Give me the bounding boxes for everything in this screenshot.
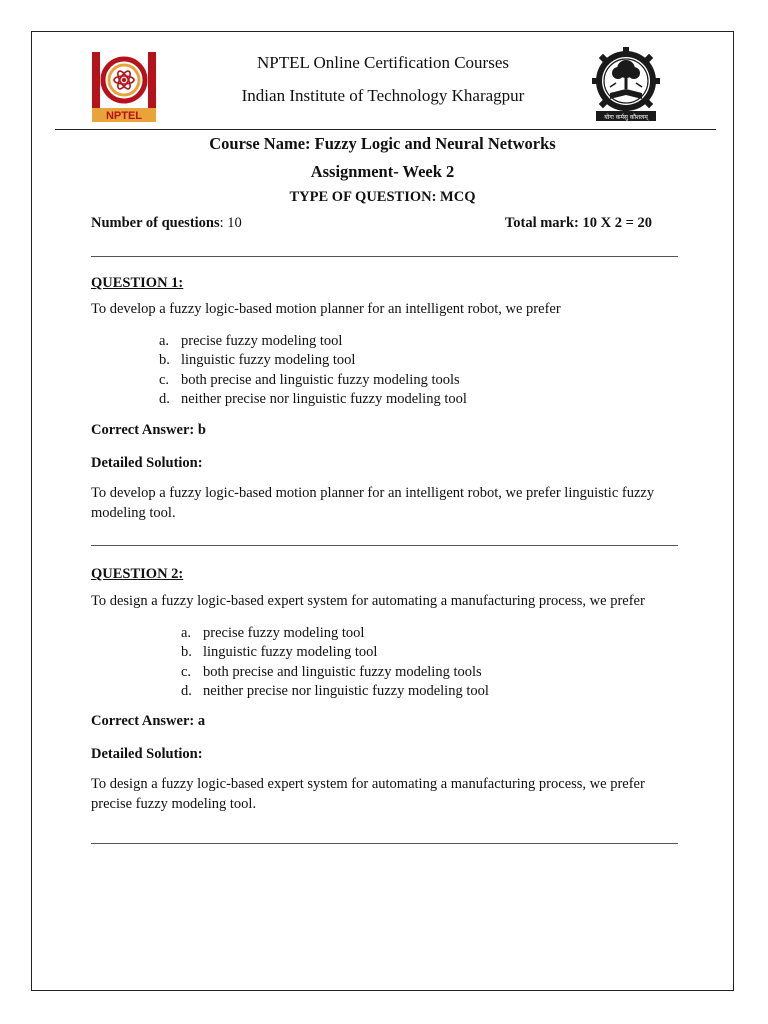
question-heading: QUESTION 1: xyxy=(91,275,184,291)
option-text: precise fuzzy modeling tool xyxy=(181,333,343,349)
option-mark: c. xyxy=(181,663,192,680)
solution-text: To design a fuzzy logic-based expert system for automating a manufacturing process, we prefer precise fuzzy modeling tool. xyxy=(91,776,645,812)
section-divider xyxy=(91,256,678,257)
question-text: To design a fuzzy logic-based expert system for automating a manufacturing process, we prefer xyxy=(91,593,645,609)
option-c xyxy=(159,371,467,390)
option-mark: b. xyxy=(159,352,170,369)
header-divider xyxy=(55,129,716,130)
option-c xyxy=(181,663,489,682)
option-mark: a. xyxy=(159,333,170,349)
total-mark: Total mark: 10 X 2 = 20 xyxy=(504,215,652,231)
correct-answer: Correct Answer: b xyxy=(91,422,206,438)
option-text: linguistic fuzzy modeling tool xyxy=(203,644,378,661)
option-mark: d. xyxy=(159,390,170,407)
option-a xyxy=(159,332,467,351)
option-mark: c. xyxy=(159,371,170,388)
option-text: linguistic fuzzy modeling tool xyxy=(181,352,356,369)
option-mark: d. xyxy=(181,682,192,699)
question-heading: QUESTION 2: xyxy=(91,566,184,582)
question-type: TYPE OF QUESTION: MCQ xyxy=(289,189,476,205)
option-list xyxy=(181,624,489,701)
option-d xyxy=(159,390,467,409)
option-text: neither precise nor linguistic fuzzy modeling tool xyxy=(181,390,467,407)
num-questions-label: Number of questions xyxy=(91,215,220,231)
option-text: both precise and linguistic fuzzy modeling tools xyxy=(181,371,460,388)
num-questions xyxy=(91,215,242,232)
option-text: precise fuzzy modeling tool xyxy=(203,625,365,641)
num-questions-value: : 10 xyxy=(219,215,242,231)
iit-logo-motto: योगः कर्मसु कौशलम् xyxy=(604,114,648,121)
option-d xyxy=(181,682,489,701)
org-line: NPTEL Online Certification Courses xyxy=(257,53,509,72)
option-mark: b. xyxy=(181,644,192,661)
option-b xyxy=(159,351,467,370)
option-a xyxy=(181,624,489,643)
section-divider xyxy=(91,545,678,546)
solution-heading: Detailed Solution: xyxy=(91,455,203,471)
institute-line: Indian Institute of Technology Kharagpur xyxy=(241,86,525,105)
correct-answer: Correct Answer: a xyxy=(91,713,206,729)
option-mark: a. xyxy=(181,625,192,641)
option-b xyxy=(181,643,489,662)
section-divider xyxy=(91,843,678,844)
assignment-title: Assignment- Week 2 xyxy=(310,162,455,181)
course-name: Course Name: Fuzzy Logic and Neural Networks xyxy=(209,134,556,153)
option-list xyxy=(159,332,467,409)
option-text: neither precise nor linguistic fuzzy modeling tool xyxy=(203,682,489,699)
nptel-logo-text: NPTEL xyxy=(105,110,143,122)
option-text: both precise and linguistic fuzzy modeling tools xyxy=(203,663,482,680)
solution-heading: Detailed Solution: xyxy=(91,746,203,762)
question-text: To develop a fuzzy logic-based motion planner for an intelligent robot, we prefer xyxy=(91,301,561,317)
nptel-logo xyxy=(90,50,158,124)
solution-text: To develop a fuzzy logic-based motion planner for an intelligent robot, we prefer linguistic fuzzy modeling tool. xyxy=(91,485,655,521)
